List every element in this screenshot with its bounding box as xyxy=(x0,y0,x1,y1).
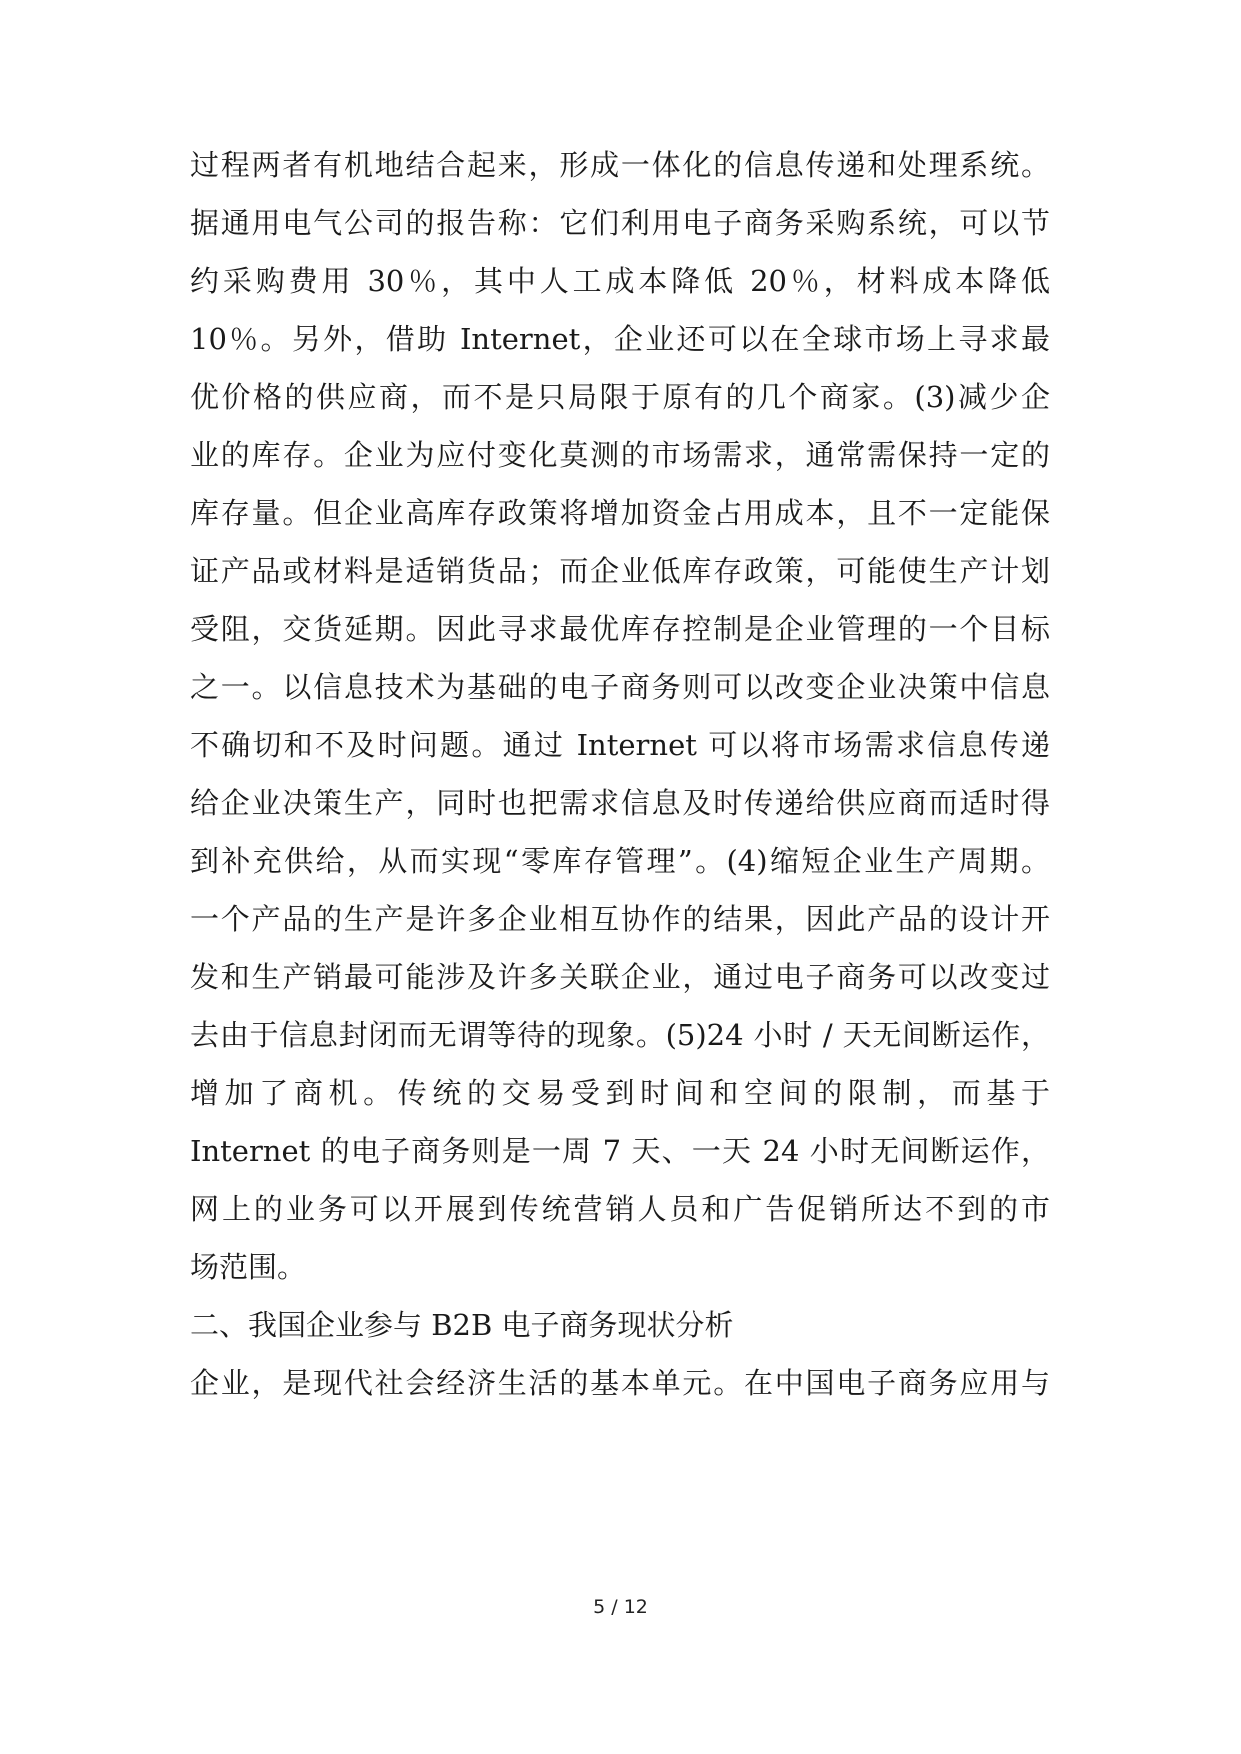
body-text-line: 网上的业务可以开展到传统营销人员和广告促销所达不到的市 xyxy=(190,1192,1050,1226)
body-text-line: 增加了商机。传统的交易受到时间和空间的限制，而基于 xyxy=(190,1076,1050,1110)
body-text-line: Internet 的电子商务则是一周 7 天、一天 24 小时无间断运作， xyxy=(190,1134,1050,1168)
body-text-line: 受阻，交货延期。因此寻求最优库存控制是企业管理的一个目标 xyxy=(190,612,1050,646)
body-text-line: 过程两者有机地结合起来，形成一体化的信息传递和处理系统。 xyxy=(190,148,1050,182)
body-text-line: 优价格的供应商，而不是只局限于原有的几个商家。(3)减少企 xyxy=(190,380,1050,414)
body-text-line: 到补充供给，从而实现“零库存管理”。(4)缩短企业生产周期。 xyxy=(190,844,1050,878)
body-text-line: 场范围。 xyxy=(190,1250,307,1284)
body-text-line: 不确切和不及时问题。通过 Internet 可以将市场需求信息传递 xyxy=(190,728,1050,762)
body-text-line: 一个产品的生产是许多企业相互协作的结果，因此产品的设计开 xyxy=(190,902,1050,936)
body-text-line: 库存量。但企业高库存政策将增加资金占用成本，且不一定能保 xyxy=(190,496,1050,530)
section-heading: 二、我国企业参与 B2B 电子商务现状分析 xyxy=(190,1308,734,1342)
page-number: 5 / 12 xyxy=(593,1596,648,1618)
body-text-line: 给企业决策生产，同时也把需求信息及时传递给供应商而适时得 xyxy=(190,786,1050,820)
body-text-line: 发和生产销最可能涉及许多关联企业，通过电子商务可以改变过 xyxy=(190,960,1050,994)
body-text-line: 证产品或材料是适销货品；而企业低库存政策，可能使生产计划 xyxy=(190,554,1050,588)
body-text-line: 业的库存。企业为应付变化莫测的市场需求，通常需保持一定的 xyxy=(190,438,1050,472)
body-text-line: 去由于信息封闭而无谓等待的现象。(5)24 小时 / 天无间断运作， xyxy=(190,1018,1050,1052)
body-text-line: 企业，是现代社会经济生活的基本单元。在中国电子商务应用与 xyxy=(190,1366,1050,1400)
body-text-line: 据通用电气公司的报告称：它们利用电子商务采购系统，可以节 xyxy=(190,206,1050,240)
body-text-line: 10％。另外，借助 Internet，企业还可以在全球市场上寻求最 xyxy=(190,322,1050,356)
body-text-line: 约采购费用 30％，其中人工成本降低 20％，材料成本降低 xyxy=(190,264,1050,298)
body-text-line: 之一。以信息技术为基础的电子商务则可以改变企业决策中信息 xyxy=(190,670,1050,704)
